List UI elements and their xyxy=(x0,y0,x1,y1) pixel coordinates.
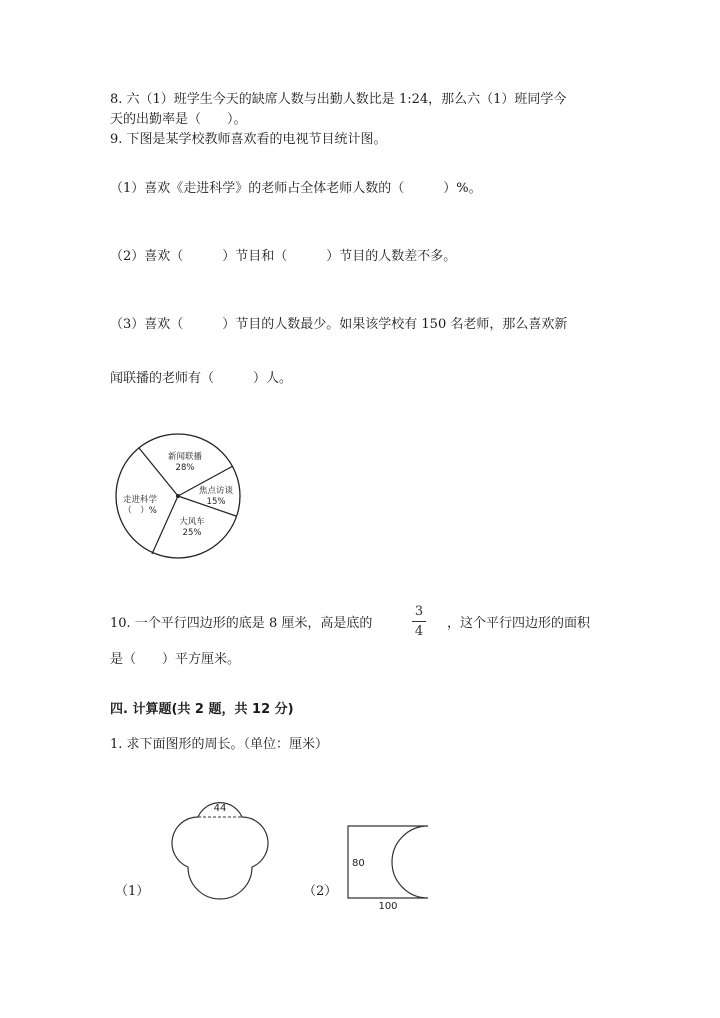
pie-value-science: （ ）% xyxy=(123,506,157,516)
q9-sub1: （1）喜欢《走进科学》的老师占全体老师人数的（ ）%。 xyxy=(110,181,482,196)
fraction-bar xyxy=(412,621,426,622)
q10-line1-b: ，这个平行四边形的面积 xyxy=(447,616,591,631)
pie-label-science: 走进科学 xyxy=(122,495,158,505)
figure2-height-label: 80 xyxy=(352,858,365,869)
fraction-numerator: 3 xyxy=(414,604,424,619)
figure1-label: （1） xyxy=(115,884,150,899)
section-heading: 四. 计算题(共 2 题，共 12 分) xyxy=(110,702,294,717)
q8-line2: 天的出勤率是（ ）。 xyxy=(110,112,247,127)
pie-label-wind: 大风车 xyxy=(179,517,205,527)
q10-line1-a: 10. 一个平行四边形的底是 8 厘米，高是底的 xyxy=(110,616,373,631)
q8-line1: 8. 六（1）班学生今天的缺席人数与出勤人数比是 1:24，那么六（1）班同学今 xyxy=(110,92,567,107)
figure2-width-label: 100 xyxy=(378,901,398,912)
figure2-label: （2） xyxy=(303,884,338,899)
pie-label-news: 新闻联播 xyxy=(167,452,203,462)
figure1-dimension: 44 xyxy=(213,803,227,814)
q9-sub3-line2: 闻联播的老师有（ ）人。 xyxy=(110,371,293,386)
q10-line2: 是（ ）平方厘米。 xyxy=(110,652,241,667)
pie-label-focus: 焦点访谈 xyxy=(198,486,234,496)
q9-sub2: （2）喜欢（ ）节目和（ ）节目的人数差不多。 xyxy=(110,249,457,264)
figure2-shape xyxy=(340,820,450,915)
pie-value-wind: 25% xyxy=(182,528,202,538)
q9-sub3-line1: （3）喜欢（ ）节目的人数最少。如果该学校有 150 名老师，那么喜欢新 xyxy=(110,317,568,332)
figure1-flower xyxy=(155,780,295,915)
pie-chart xyxy=(110,432,250,564)
fraction-denominator: 4 xyxy=(414,624,424,639)
calc-q1: 1. 求下面图形的周长。（单位：厘米） xyxy=(110,737,329,752)
pie-center xyxy=(176,494,180,498)
pie-value-focus: 15% xyxy=(206,497,226,507)
q10-fraction xyxy=(410,604,428,639)
pie-value-news: 28% xyxy=(175,463,195,473)
q9-title: 9. 下图是某学校教师喜欢看的电视节目统计图。 xyxy=(110,132,387,147)
